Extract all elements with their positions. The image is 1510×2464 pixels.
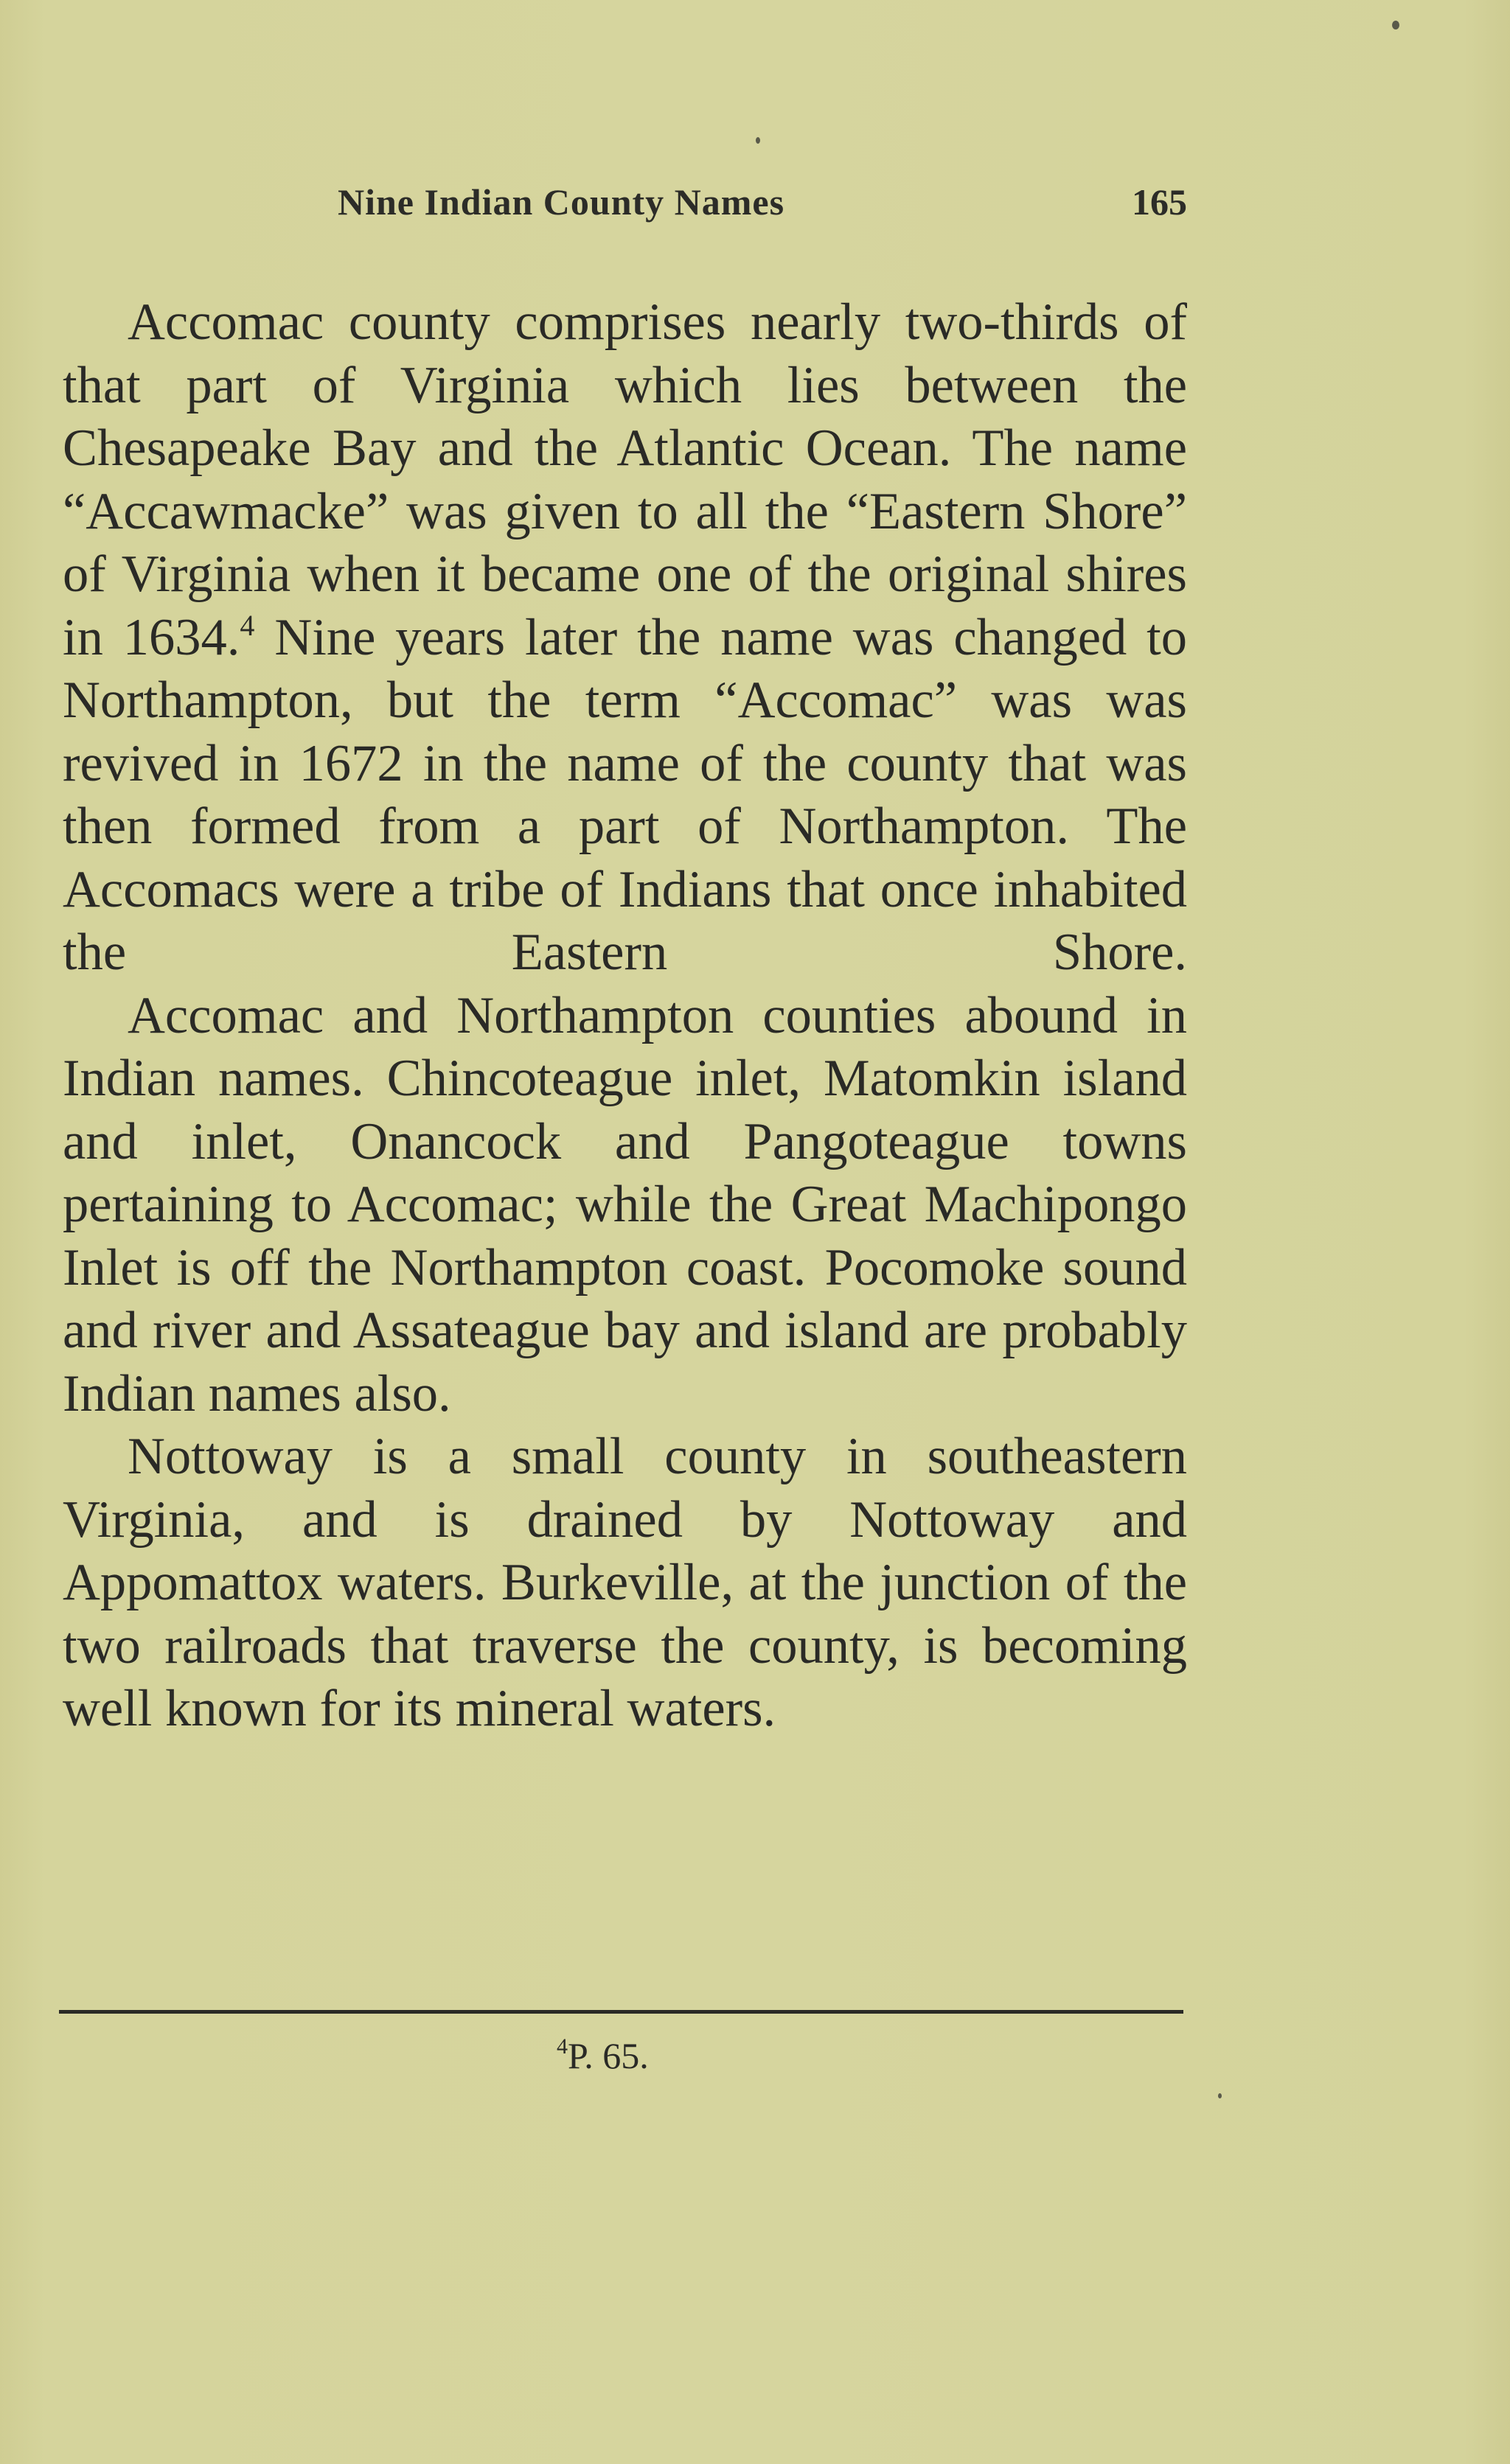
page-speck: [756, 137, 760, 144]
paragraph-accomac: [63, 291, 1187, 985]
paragraph-indian-names: Accomac and Northampton counties abound in Indian names. Chincoteague inlet, Matomkin island and inlet, Onancock and Pangoteague towns pertaining to Accomac; while the Great Machipongo Inlet is off the Northampton coast. Pocomoke sound and river and Assateague bay and island are probably Indian names also.: [63, 986, 1187, 1423]
footnote-text: P. 65.: [568, 2035, 649, 2076]
footnote-rule: [59, 2010, 1183, 2014]
body-text: [63, 291, 1187, 1741]
page-speck: [1392, 21, 1399, 29]
page-speck: [1218, 2093, 1222, 2098]
paragraph-text: Nine years later the name was changed to Northampton, but the term “Accomac” was was revived in 1672 in the name of the county that was then formed from a part of Northampton. The Accomacs were a tribe of Indians that once inhabited the Eastern Shore.: [63, 608, 1188, 981]
footnote-marker: 4: [557, 2034, 568, 2059]
paragraph-nottoway: Nottoway is a small county in southeastern Virginia, and is drained by Nottoway and Appomattox waters. Burkeville, at the junction of the two railroads that traverse the county, is becoming well known for its mineral waters.: [63, 1428, 1187, 1737]
running-title: Nine Indian County Names: [338, 181, 785, 223]
page-header: [59, 181, 1187, 232]
footnote-reference: 4: [240, 608, 255, 642]
page-number: 165: [1132, 181, 1187, 223]
footnote: [557, 2034, 649, 2077]
paragraph-text: Accomac county comprises nearly two-thirds of that part of Virginia which lies between the Chesapeake Bay and the Atlantic Ocean. The name “Accawmacke” was given to all the “Eastern Shore” of Virginia when it became one of the original shires in 1634.: [63, 293, 1187, 666]
